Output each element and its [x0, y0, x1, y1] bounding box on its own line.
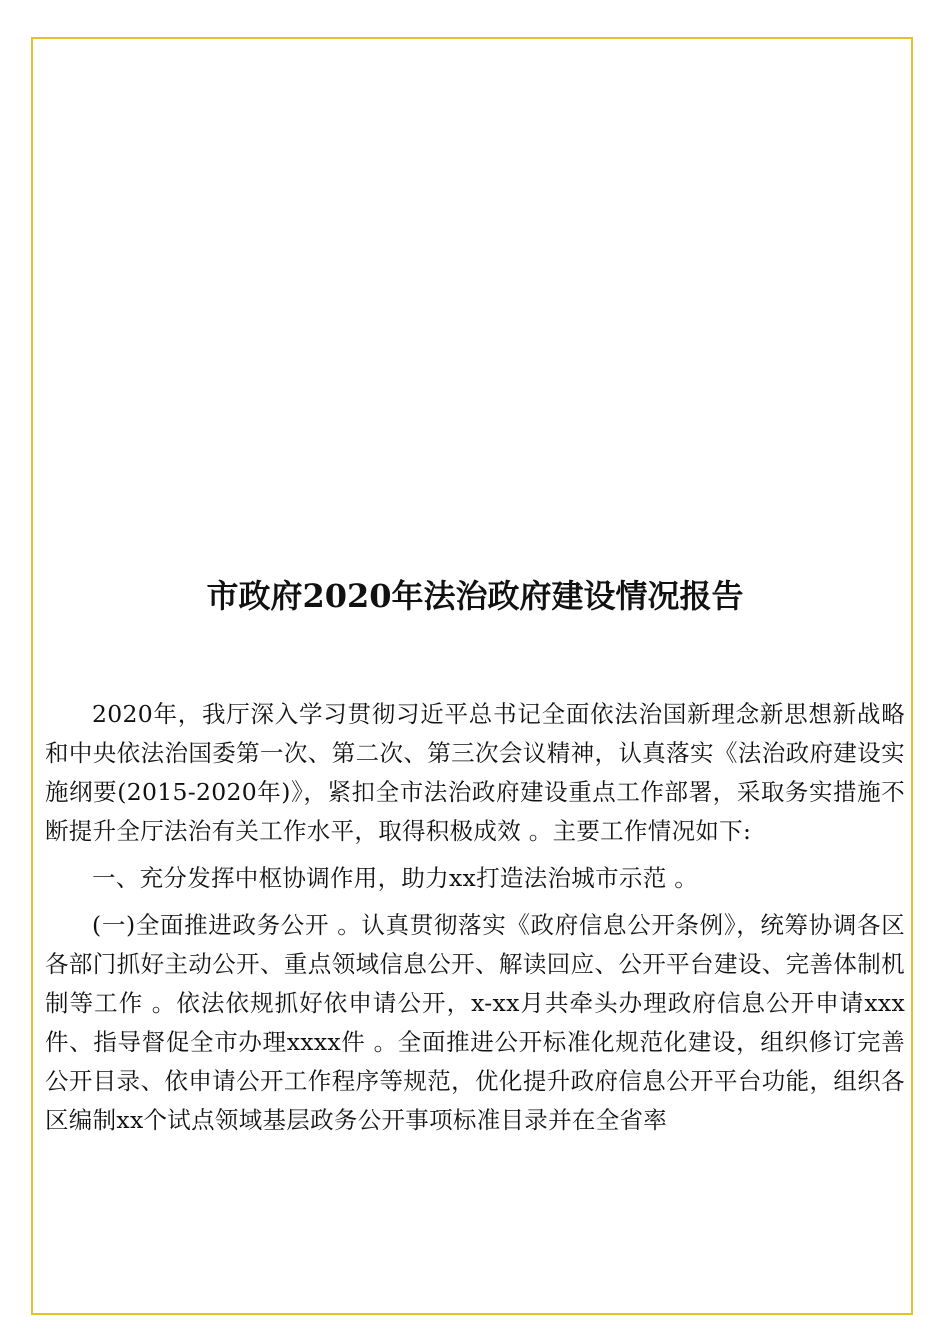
paragraph-section-1-1: (一)全面推进政务公开 。认真贯彻落实《政府信息公开条例》，统筹协调各区各部门抓好主动公开、重点领域信息公开、解读回应、公开平台建设、完善体制机制等工作 。依法依规抓好依申请公开，x-xx月共牵头办理政府信息公开申请xxx件、指导督促全市办理xxxx件 。全面推进公开标准化规范化建设，组织修订完善公开目录、依申请公开工作程序等规范，优化提升政府信息公开平台功能，组织各区编制xx个试点领域基层政务公开事项标准目录并在全省率 — [45, 911, 905, 1134]
document-body — [45, 695, 905, 1148]
document-title: 市政府2020年法治政府建设情况报告 — [206, 577, 744, 615]
paragraph-intro: 2020年，我厅深入学习贯彻习近平总书记全面依法治国新理念新思想新战略和中央依法治国委第一次、第二次、第三次会议精神，认真落实《法治政府建设实施纲要(2015-2020年)》，紧扣全市法治政府建设重点工作部署，采取务实措施不断提升全厅法治有关工作水平，取得积极成效 。主要工作情况如下: — [45, 700, 905, 845]
section-heading-1: 一、充分发挥中枢协调作用，助力xx打造法治城市示范 。 — [92, 864, 699, 892]
